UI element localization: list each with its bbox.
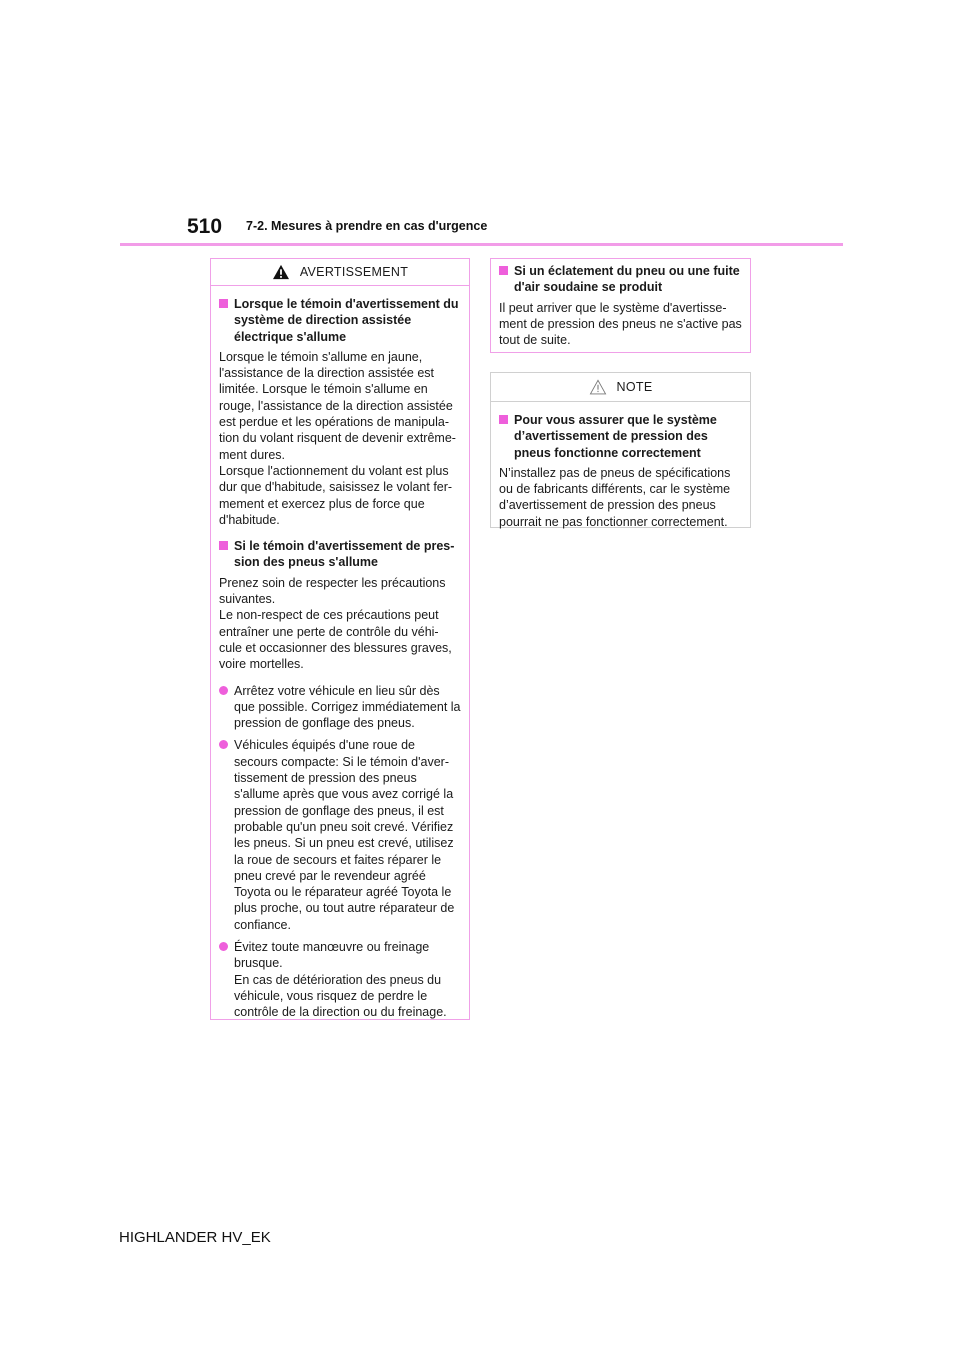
list-item-text: Véhicules équipés d'une roue de secours compacte: Si le témoin d'aver-tissement de pression des pneus s'allume après que vous avez corrigé la pression de gonflage des pneus, il est probable qu'un pneu soit crevé. Vérifiez les pneus. Si un pneu est crevé, utilisez la roue de secours et faites réparer le pneu crevé par le revendeur agréé Toyota ou le réparateur agréé Toyota le plus proche, ou tout autre réparateur de confiance. — [234, 738, 455, 932]
footer-model: HIGHLANDER HV_EK — [119, 1229, 271, 1246]
square-bullet-icon — [499, 415, 508, 424]
square-bullet-icon — [499, 266, 508, 275]
warning-box-title: AVERTISSEMENT — [299, 264, 409, 279]
note-box-title: NOTE — [616, 379, 653, 394]
paragraph: Prenez soin de respecter les précautions suivantes. — [219, 575, 446, 607]
note-box — [490, 372, 751, 528]
heading-text: Si le témoin d'avertissement de pres-sion des pneus s'allume — [234, 539, 455, 570]
round-bullet-icon — [219, 740, 228, 749]
caution-outline-icon — [589, 379, 607, 395]
list-item-text: Évitez toute manœuvre ou freinage brusque. En cas de détérioration des pneus du véhicule, vous risquez de perdre le contrôle de la direction ou du freinage. — [234, 939, 447, 1020]
list-item — [219, 737, 461, 933]
paragraph: Lorsque l'actionnement du volant est plus dur que d'habitude, saisissez le volant fer-mement et exercez plus de force que d'habitude. — [219, 463, 453, 527]
list-item — [219, 939, 461, 1020]
warning-triangle-icon — [272, 264, 290, 280]
round-bullet-icon — [219, 942, 228, 951]
warning-box-continued — [490, 258, 751, 353]
warning-heading-tpms — [219, 538, 461, 571]
warning-heading-eps — [219, 296, 461, 345]
warning-heading-blowout — [499, 263, 742, 296]
heading-text: Pour vous assurer que le système d’avertissement de pression des pneus fonctionne correctement — [514, 413, 717, 460]
warning-box-header — [211, 259, 469, 286]
note-heading — [499, 412, 742, 461]
square-bullet-icon — [219, 541, 228, 550]
square-bullet-icon — [219, 299, 228, 308]
paragraph: Lorsque le témoin s'allume en jaune, l'assistance de la direction assistée est limitée. Lorsque le témoin s'allume en rouge, l'assistance de la direction assistée est perdue et les opérations de manipula-tion du volant risquent de devenir extrême-ment dures. — [219, 349, 456, 462]
heading-text: Lorsque le témoin d'avertissement du système de direction assistée électrique s'allume — [234, 297, 459, 344]
heading-text: Si un éclatement du pneu ou une fuite d'air soudaine se produit — [514, 264, 740, 295]
note-box-header — [491, 373, 750, 402]
list-item — [219, 683, 461, 732]
round-bullet-icon — [219, 686, 228, 695]
warning-box — [210, 258, 470, 1020]
header-rule — [120, 243, 843, 246]
page-number: 510 — [187, 215, 223, 238]
paragraph: Il peut arriver que le système d'avertisse-ment de pression des pneus ne s'active pas tout de suite. — [499, 300, 742, 348]
section-title: 7-2. Mesures à prendre en cas d'urgence — [246, 219, 488, 233]
list-item-text: Arrêtez votre véhicule en lieu sûr dès que possible. Corrigez immédiatement la pression de gonflage des pneus. — [234, 683, 461, 731]
paragraph: N’installez pas de pneus de spécifications ou de fabricants différents, car le système d’avertissement de pression des pneus pourrait ne pas fonctionner correctement. — [499, 465, 731, 529]
paragraph: Le non-respect de ces précautions peut entraîner une perte de contrôle du véhi-cule et occasionner des blessures graves, voire mortelles. — [219, 608, 452, 672]
